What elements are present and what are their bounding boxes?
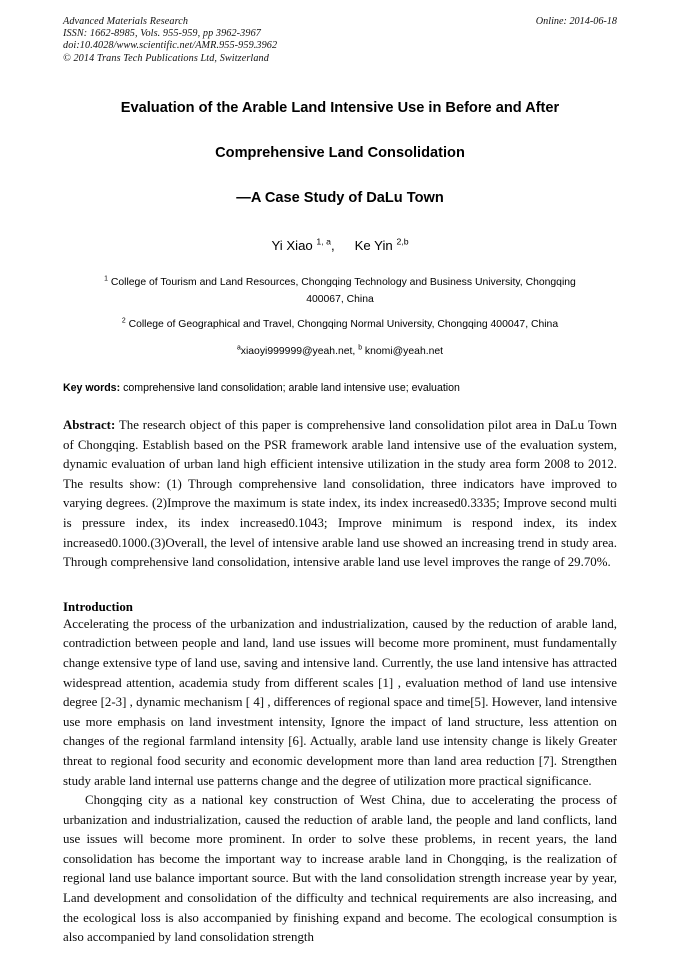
journal-header-left: [63, 16, 617, 65]
page-title: [63, 100, 617, 206]
email-address-b[interactable]: knomi@yeah.net: [364, 345, 444, 357]
keywords-label: Key words:: [63, 382, 121, 394]
author-1-name: Yi Xiao: [271, 238, 313, 253]
online-date: Online: 2014-06-18: [535, 16, 617, 27]
journal-doi: doi:10.4028/www.scientific.net/AMR.955-959.3962: [63, 40, 278, 52]
abstract-text: The research object of this paper is comprehensive land consolidation pilot area in DaLu Town of Chongqing. Establish based on the PSR framework arable land intensive use of the evaluation system, dynamic evaluation of urban land high efficient intensive utilization in the study area form 2008 to 2012. The results show: (1) Through comprehensive land consolidation, three indicators have improved to varying degrees. (2)Improve the maximum is state index, its index increased0.3335; Improve second multi is pressure index, its index increased0.1043; Improve minimum is respond index, its index increased0.1000.(3)Overall, the level of intensive arable land use showed an increasing trend in study area. Through comprehensive land consolidation, intensive arable land use level improves the range of 29.70%.: [63, 418, 617, 570]
journal-issn: ISSN: 1662-8985, Vols. 955-959, pp 3962-3967: [63, 28, 261, 40]
keywords-value: comprehensive land consolidation; arable land intensive use; evaluation: [123, 382, 460, 394]
title-line-1: Evaluation of the Arable Land Intensive Use in Before and After: [120, 100, 560, 116]
email-mark-a: a: [236, 344, 241, 352]
journal-copyright: © 2014 Trans Tech Publications Ltd, Switzerland: [63, 52, 269, 64]
author-1-marks: 1, a: [316, 236, 331, 247]
introduction-paragraph-2: Chongqing city as a national key construction of West China, due to accelerating the process of urbanization and industrialization, caused the reduction of arable land, the people and land conflicts, land use issues will become more prominent. In order to solve these problems, in recent years, the land consolidation has become the important way to increase arable land in Chongqing, is the realization of regional land use balance important source. But with the land consolidation strength increase year by year, Land development and consolidation of the difficulty and technical requirements are also increasing, and the ecological loss is also accompanied by finishing expand and become. The ecological consumption is also accompanied by land consolidation strength: [63, 793, 617, 945]
keywords-line: [63, 382, 617, 394]
page-content: [63, 0, 617, 948]
author-2: [355, 238, 409, 253]
author-1-separator: ,: [330, 238, 335, 253]
affiliation-2-text: College of Geographical and Travel, Chongqing Normal University, Chongqing 400047, China: [128, 319, 559, 330]
author-1: [271, 238, 334, 253]
affiliation-1-mark: 1: [104, 275, 108, 283]
author-list: [63, 238, 617, 253]
section-heading-introduction: Introduction: [63, 599, 133, 614]
author-2-marks: 2,b: [396, 236, 409, 247]
author-emails: [63, 344, 617, 361]
affiliation-list: [63, 275, 617, 360]
journal-header: [63, 0, 617, 78]
title-subtitle: —A Case Study of DaLu Town: [236, 190, 444, 206]
email-mark-b: b: [358, 344, 363, 352]
journal-name: Advanced Materials Research: [63, 16, 189, 27]
abstract-block: [63, 416, 617, 573]
affiliation-2-mark: 2: [121, 317, 126, 325]
title-line-2: Comprehensive Land Consolidation: [215, 145, 465, 161]
author-2-name: Ke Yin: [354, 238, 393, 253]
affiliation-2: [63, 317, 617, 334]
affiliation-1-text: College of Tourism and Land Resources, Chongqing Technology and Business University, Chongqing 400067, China: [110, 277, 576, 305]
email-address-a[interactable]: xiaoyi999999@yeah.net,: [240, 345, 356, 357]
abstract-label: Abstract:: [63, 418, 116, 432]
introduction-paragraph-1: Accelerating the process of the urbanization and industrialization, caused by the reduction of arable land, contradiction between people and land, land use issues will become more prominent, must fundamentally change extensive type of land use, saving and intensive land. Currently, the use land intensive has attracted widespread attention, academia study from different scales [1] , evaluation method of land use intensive degree [2-3] , dynamic mechanism [ 4] , differences of regional space and time[5]. However, land intensive use more emphasis on land investment intensity, Ignore the impact of land structure, less attention on changes of the regional farmland intensity [6]. Actually, arable land use intensity change is likely Greater threat to regional food security and economic development more than land area reduction [7]. Strengthen study arable land internal use patterns change and the degree of utilization more practical significance.: [63, 616, 617, 788]
affiliation-1: [90, 275, 590, 308]
